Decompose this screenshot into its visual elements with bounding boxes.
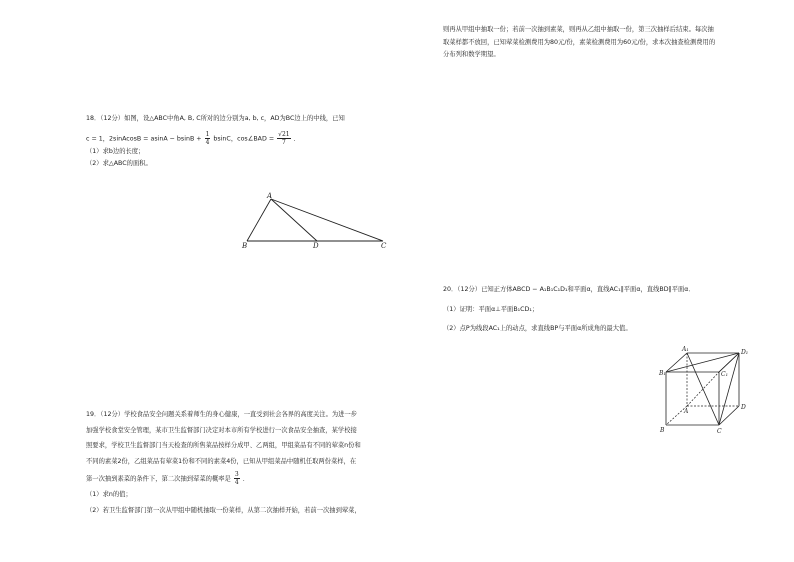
q19-prob-num: 3 — [234, 471, 239, 478]
q19-prob-den: 4 — [234, 479, 239, 486]
cube-label-d: D — [741, 404, 746, 411]
q19-cont-line-1: 则再从甲组中抽取一份；若前一次抽到素菜，则再从乙组中抽取一份，第三次抽样后结束。每次抽 — [443, 26, 714, 33]
q18-frac-den: 4 — [205, 138, 210, 146]
q19-continuation — [443, 24, 753, 62]
median-ad — [271, 199, 317, 241]
q19-line-5-text: 第一次抽到素菜的条件下，第二次抽到荤菜的概率是 — [86, 475, 231, 483]
q19-probability-fraction — [234, 471, 240, 486]
question-18 — [86, 113, 391, 171]
q18-cos-fraction — [277, 131, 290, 146]
q20-part-1: （1）证明：平面α⊥平面B₁CD₁； — [443, 305, 539, 313]
q18-cos-den: 7 — [281, 138, 286, 146]
q18-condition-a: c = 1，2sinAcosB = asinA − bsinB + — [86, 135, 202, 142]
q18-stem-line-1: 18．（12分）如图，设△ABC中角A, B, C所对的边分别为a, b, c，AD为BC边上的中线，已知 — [86, 115, 345, 122]
cube-figure — [655, 344, 755, 434]
cube-label-c: C — [717, 428, 722, 434]
q19-part-2: （2）若卫生监督部门第一次从甲组中随机抽取一份菜样，从第二次抽样开始，若前一次抽到荤菜， — [86, 506, 361, 514]
vertex-label-c: C — [381, 242, 387, 250]
cube-label-a1: A₁ — [682, 346, 689, 353]
q18-cos-num: √21 — [278, 130, 290, 138]
q19-line-5-end: ． — [242, 475, 249, 483]
cube-label-b1: B₁ — [659, 370, 666, 377]
q19-stem-line-2: 加强学校食堂安全管理，某市卫生监督部门决定对本市所有学校进行一次食品安全抽查，某学校接 — [86, 426, 357, 434]
cube-label-d1: D₁ — [741, 349, 749, 356]
q20-stem: 20．（12分）已知正方体ABCD − A₁B₁C₁D₁和平面α，直线AC₁∥平面α，直线BD∥平面α． — [443, 286, 695, 293]
question-20 — [443, 284, 753, 336]
vertex-label-a: A — [267, 192, 273, 200]
q18-part-2: （2）求△ABC的面积。 — [86, 160, 152, 167]
cube-label-b: B — [660, 427, 665, 434]
q18-condition-end: ． — [293, 135, 300, 142]
q19-stem-line-1: 19．（12分）学校食品安全问题关系着师生的身心健康，一直受到社会各界的高度关注。为进一步 — [86, 411, 358, 418]
triangle-figure — [236, 190, 396, 256]
question-19 — [86, 409, 391, 517]
vertex-label-b: B — [242, 242, 248, 250]
edge-ab — [247, 199, 271, 241]
edge-ac — [271, 199, 383, 241]
q19-part-1: （1）求n的值； — [86, 491, 132, 498]
cube-label-c1: C₁ — [721, 371, 728, 378]
q19-stem-line-3: 照要求，学校卫生监督部门当天检查的所售菜品按样分成甲、乙两组，甲组菜品有不同的荤菜n份和 — [86, 442, 361, 449]
q19-cont-line-3: 分布列和数学期望。 — [443, 51, 500, 58]
q18-fraction-quarter — [205, 131, 211, 146]
q19-cont-line-2: 取菜样都不放回，已知荤菜检测费用为80元/份，素菜检测费用为60元/份，求本次抽查检测费用的 — [443, 38, 716, 46]
q20-part-2: （2）点P为线段AC₁上的动点，求直线BP与平面α所成角的最大值。 — [443, 325, 632, 332]
cube-label-a: A — [684, 408, 689, 415]
q19-stem-line-4: 不同的素菜2份，乙组菜品有荤菜1份和不同的素菜4份，已知从甲组菜品中随机任取两份菜样，在 — [86, 457, 357, 465]
q19-stem-line-5 — [86, 471, 391, 486]
vertex-label-d: D — [313, 242, 319, 250]
q18-condition — [86, 131, 391, 146]
q18-frac-num: 1 — [205, 130, 210, 138]
q18-part-1: （1）求b边的长度； — [86, 147, 145, 155]
q18-condition-b: bsinC，cos∠BAD = — [213, 135, 275, 142]
